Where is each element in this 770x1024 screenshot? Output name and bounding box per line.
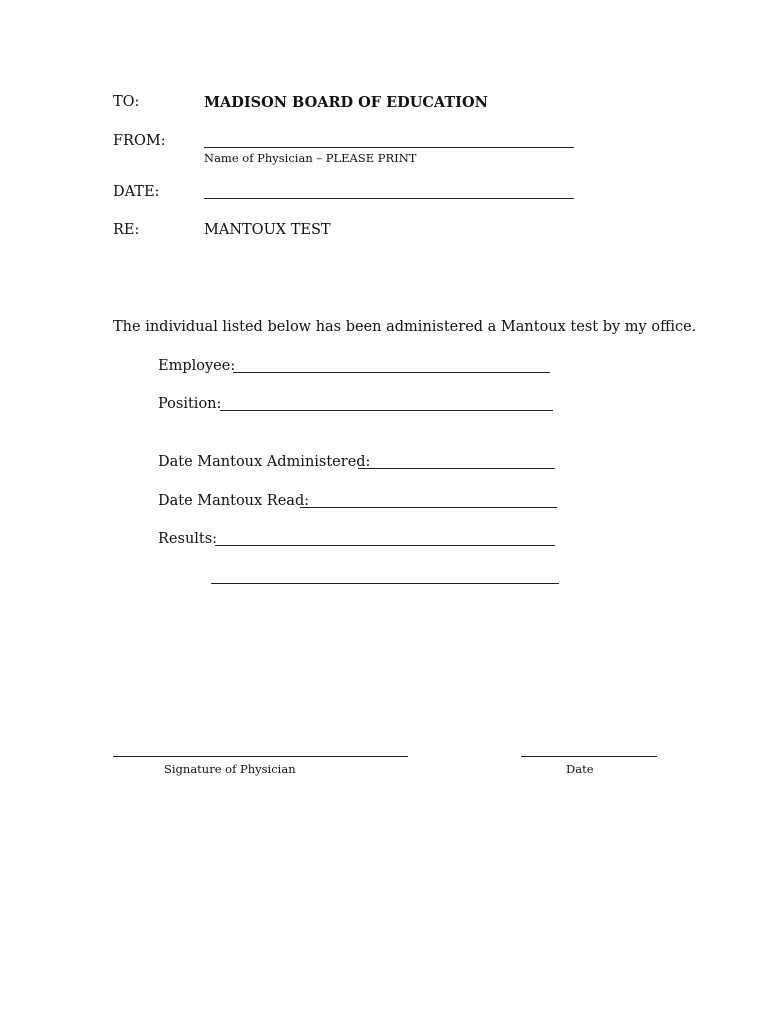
results-label: Results: <box>158 531 218 547</box>
from-caption: Name of Physician – PLEASE PRINT <box>204 151 417 165</box>
position-label: Position: <box>158 396 222 412</box>
signature-date-line[interactable] <box>521 756 657 757</box>
to-label: TO: <box>113 94 140 110</box>
to-recipient: MADISON BOARD OF EDUCATION <box>204 94 488 111</box>
date-label: DATE: <box>113 184 160 200</box>
signature-line[interactable] <box>113 756 408 757</box>
signature-caption: Signature of Physician <box>164 762 296 776</box>
signature-date-caption: Date <box>566 762 594 776</box>
re-subject: MANTOUX TEST <box>204 222 331 238</box>
from-label: FROM: <box>113 133 166 149</box>
intro-text: The individual listed below has been administered a Mantoux test by my office. <box>113 319 697 335</box>
from-field[interactable] <box>204 147 574 148</box>
date-administered-field[interactable] <box>358 468 555 469</box>
date-read-label: Date Mantoux Read: <box>158 493 310 509</box>
position-field[interactable] <box>220 410 553 411</box>
results-field-line-2[interactable] <box>211 583 559 584</box>
results-field[interactable] <box>215 545 555 546</box>
employee-label: Employee: <box>158 358 236 374</box>
re-label: RE: <box>113 222 140 238</box>
employee-field[interactable] <box>233 372 550 373</box>
date-read-field[interactable] <box>300 507 557 508</box>
date-administered-label: Date Mantoux Administered: <box>158 454 371 470</box>
date-field[interactable] <box>204 198 574 199</box>
